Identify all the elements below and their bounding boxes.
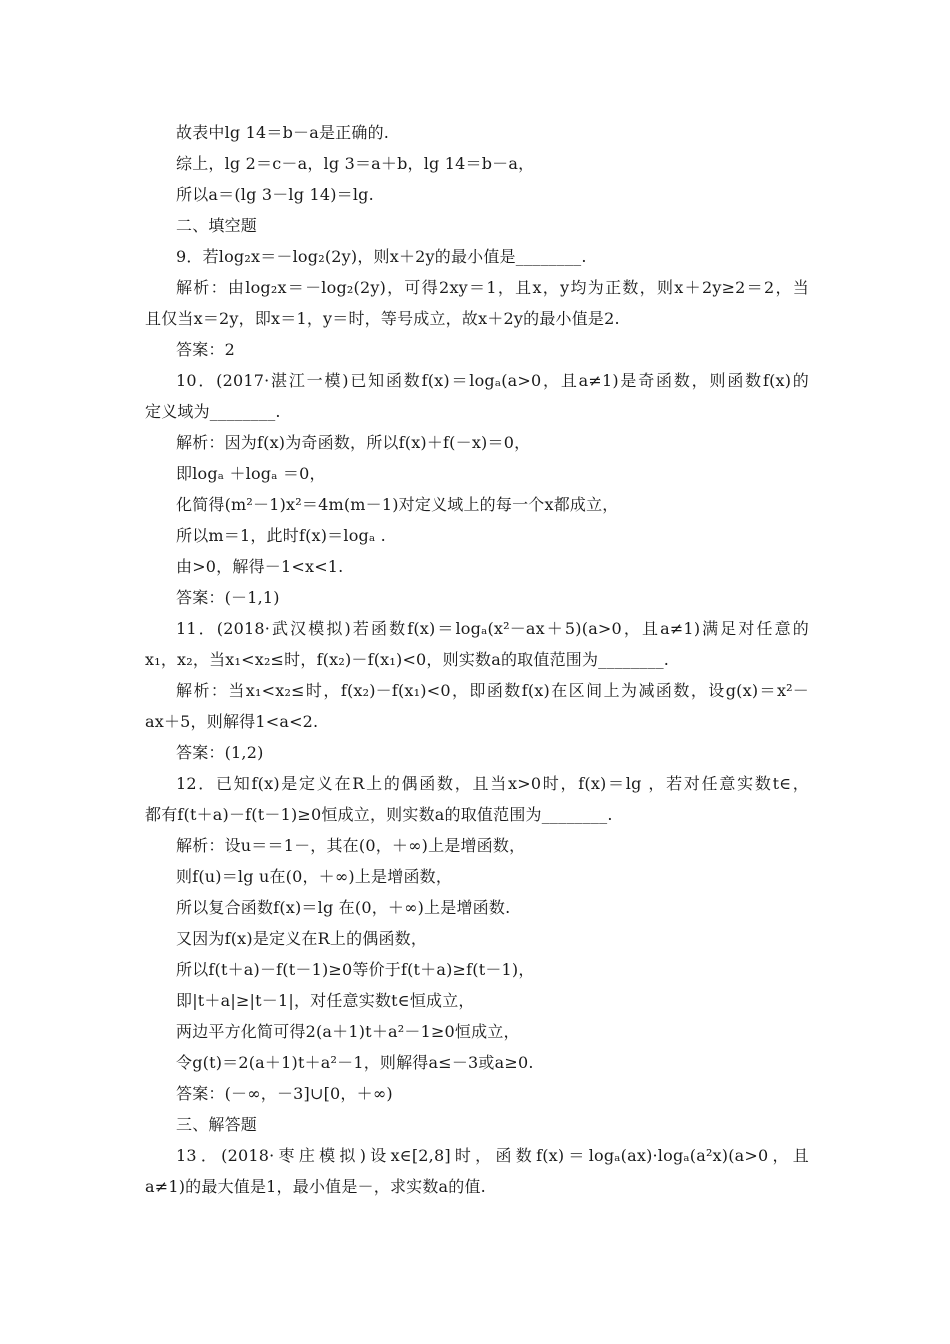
text-line: 化简得(m²－1)x²＝4m(m－1)对定义域上的每一个x都成立， [176,495,619,514]
text-line: 令g(t)＝2(a＋1)t＋a²－1，则解得a≤－3或a≥0. [176,1053,534,1072]
text-line: 故表中lg 14＝b－a是正确的. [176,123,390,142]
text-line: 综上，lg 2＝c－a，lg 3＝a＋b，lg 14＝b－a， [176,154,535,173]
text-line: 解析：当x₁<x₂≤时，f(x₂)－f(x₁)<0，即函数f(x)在区间上为减函数，设g(x)＝x²－ [176,681,809,700]
answer-line: 答案：(－1,1) [176,588,280,607]
text-line: 由>0，解得－1<x<1. [176,557,344,576]
text-line: 解析：由log₂x＝－log₂(2y)，可得2xy＝1，且x，y均为正数，则x＋2y≥2＝2，当 [176,278,809,297]
section-heading: 三、解答题 [176,1115,258,1134]
text-line: 又因为f(x)是定义在R上的偶函数， [176,929,428,948]
text-line: x₁，x₂，当x₁<x₂≤时，f(x₂)－f(x₁)<0，则实数a的取值范围为________. [145,650,670,669]
text-line: 所以a＝(lg 3－lg 14)＝lg. [176,185,374,204]
answer-line: 答案：(1,2) [176,743,264,762]
text-line: 解析：设u＝＝1－，其在(0，＋∞)上是增函数， [176,836,526,855]
question-13: 13．(2018·枣庄模拟)设x∈[2,8]时，函数f(x)＝logₐ(ax)·logₐ(a²x)(a>0，且 [176,1146,809,1165]
text-line: 解析：因为f(x)为奇函数，所以f(x)＋f(－x)＝0， [176,433,531,452]
text-line: 则f(u)＝lg u在(0，＋∞)上是增函数， [176,867,453,886]
text-line: 所以m＝1，此时f(x)＝logₐ . [176,526,386,545]
answer-line: 答案：(－∞，－3]∪[0，＋∞) [176,1084,393,1103]
text-line: 都有f(t＋a)－f(t－1)≥0恒成立，则实数a的取值范围为________. [145,805,613,824]
text-line: 所以复合函数f(x)＝lg 在(0，＋∞)上是增函数. [176,898,511,917]
section-heading: 二、填空题 [176,216,258,235]
text-line: 即|t＋a|≥|t－1|，对任意实数t∈恒成立， [176,991,475,1010]
text-line: ax＋5，则解得1<a<2. [145,712,319,731]
question-9: 9．若log₂x＝－log₂(2y)，则x＋2y的最小值是________. [176,247,587,266]
question-11: 11．(2018·武汉模拟)若函数f(x)＝logₐ(x²－ax＋5)(a>0，且a≠1)满足对任意的 [176,619,809,638]
text-line: 两边平方化简可得2(a＋1)t＋a²－1≥0恒成立， [176,1022,520,1041]
question-12: 12．已知f(x)是定义在R上的偶函数，且当x>0时，f(x)＝lg ，若对任意实数t∈， [176,774,809,793]
answer-line: 答案：2 [176,340,235,359]
text-line: 所以f(t＋a)－f(t－1)≥0等价于f(t＋a)≥f(t－1)， [176,960,535,979]
text-line: 即logₐ ＋logₐ ＝0， [176,464,326,483]
text-line: 且仅当x＝2y，即x＝1，y＝时，等号成立，故x＋2y的最小值是2. [145,309,620,328]
text-line: 定义域为________. [145,402,281,421]
question-10: 10．(2017·湛江一模)已知函数f(x)＝logₐ(a>0，且a≠1)是奇函数，则函数f(x)的 [176,371,809,390]
text-line: a≠1)的最大值是1，最小值是－，求实数a的值. [145,1177,486,1196]
